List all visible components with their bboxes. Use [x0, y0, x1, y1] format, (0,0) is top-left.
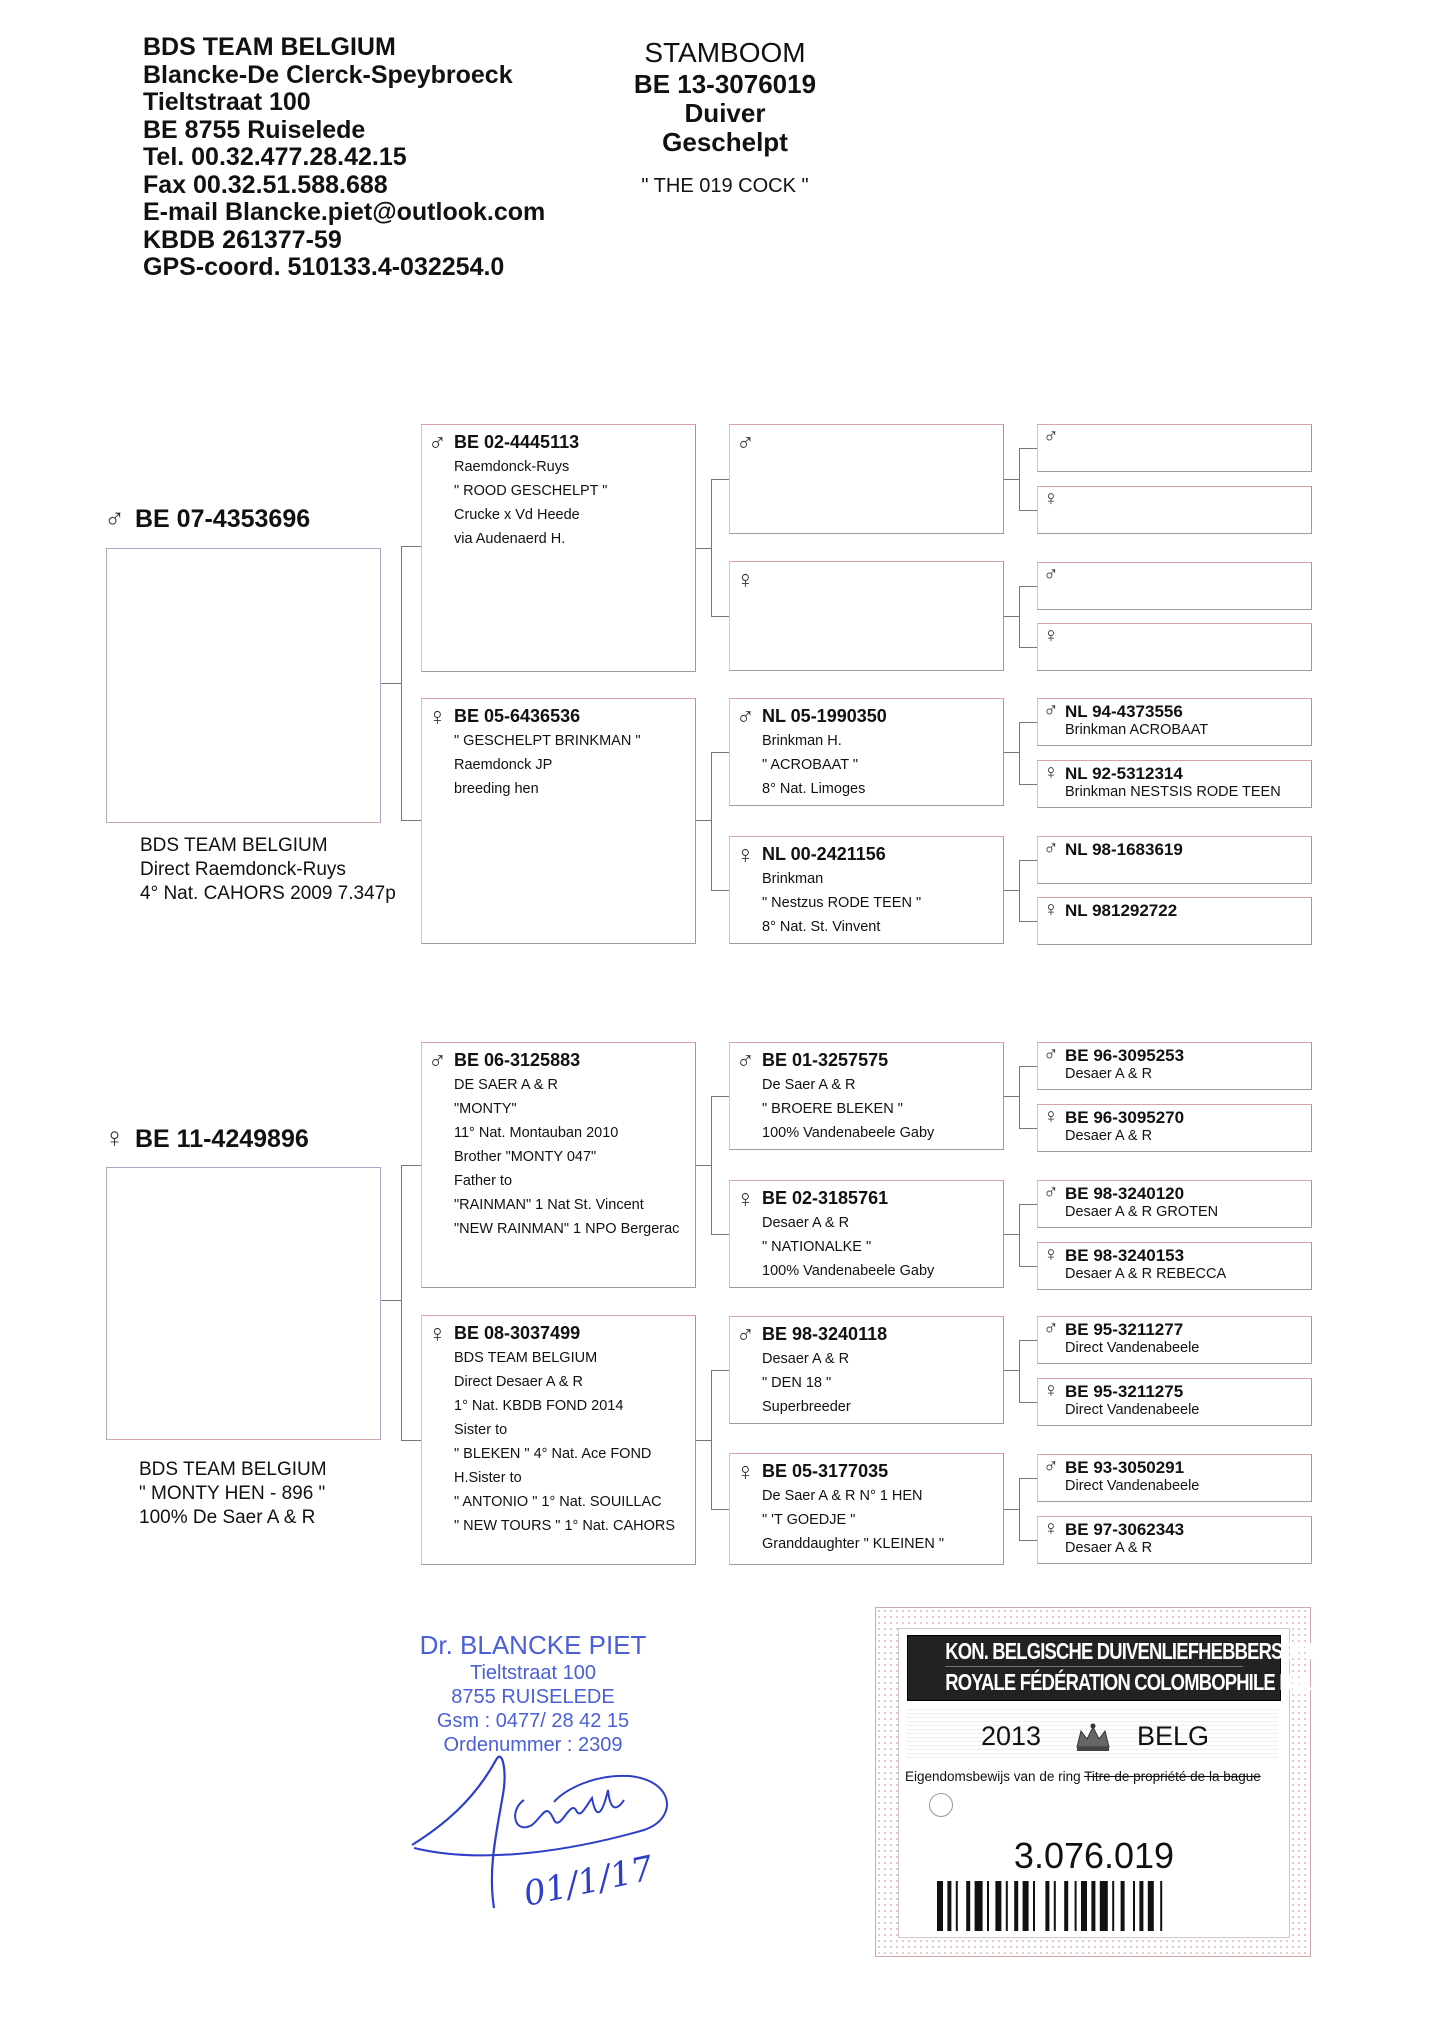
dam-info-line: 100% De Saer A & R — [139, 1507, 316, 1528]
barcode-bar — [1014, 1881, 1018, 1931]
owner-line: KBDB 261377-59 — [143, 225, 342, 254]
barcode-bar — [987, 1881, 989, 1931]
federation-name-fr: ROYALE FÉDÉRATION COLOMBOPHILE BELGE — [945, 1666, 1243, 1697]
connector — [1019, 647, 1037, 648]
pedigree-line: Brother "MONTY 047" — [454, 1149, 597, 1165]
barcode-bar — [1091, 1881, 1095, 1931]
connector — [401, 546, 421, 547]
female-symbol: ♀ — [736, 841, 755, 869]
male-symbol: ♂ — [104, 502, 125, 533]
subject-ring: BE 13-3076019 — [633, 69, 817, 99]
pedigree-line: Desaer A & R — [762, 1215, 850, 1231]
subject-nickname: " THE 019 COCK " — [641, 175, 809, 197]
pedigree-line: Raemdonck JP — [454, 757, 553, 773]
male-symbol: ♂ — [1043, 1317, 1059, 1340]
pedigree-box-sire-dam — [421, 698, 696, 944]
male-symbol: ♂ — [1043, 563, 1059, 586]
ring-number: BE 98-3240153 — [1065, 1246, 1185, 1265]
barcode-bar — [1121, 1881, 1125, 1931]
connector — [696, 548, 711, 549]
pedigree-line: " ACROBAAT " — [762, 757, 858, 773]
barcode-bar — [966, 1881, 970, 1931]
ring-number: BE 95-3211275 — [1065, 1382, 1184, 1401]
male-symbol: ♂ — [736, 429, 755, 457]
sire-photo-frame — [106, 548, 381, 823]
connector — [696, 1440, 711, 1441]
pedigree-line: Direct Vandenabeele — [1065, 1478, 1200, 1494]
female-symbol: ♀ — [428, 1320, 447, 1348]
barcode-bar — [1006, 1881, 1008, 1931]
male-symbol: ♂ — [1043, 1043, 1059, 1066]
connector — [696, 1165, 711, 1166]
pedigree-line: via Audenaerd H. — [454, 531, 566, 547]
pedigree-line: 100% Vandenabeele Gaby — [762, 1125, 935, 1141]
connector — [1019, 1066, 1020, 1128]
connector — [381, 1300, 401, 1301]
connector — [1004, 752, 1019, 753]
pedigree-line: " 'T GOEDJE " — [762, 1512, 856, 1528]
pedigree-header — [590, 36, 860, 198]
ring-number: BE 96-3095253 — [1065, 1046, 1185, 1065]
owner-name: BDS TEAM BELGIUM — [143, 33, 396, 61]
male-symbol: ♂ — [1043, 699, 1059, 722]
male-symbol: ♂ — [1043, 425, 1059, 448]
pedigree-box-empty — [729, 424, 1004, 534]
connector — [711, 479, 712, 616]
pedigree-box-gen4 — [1037, 1316, 1312, 1364]
ownership-statement — [905, 1769, 1261, 1784]
ownership-fr: Titre de propriété de la bague — [1084, 1769, 1261, 1784]
punch-hole — [929, 1793, 953, 1817]
connector — [1019, 1340, 1037, 1341]
connector — [401, 1440, 421, 1441]
connector — [1019, 860, 1037, 861]
connector — [1004, 479, 1019, 480]
connector — [1019, 1204, 1037, 1205]
female-symbol: ♀ — [1043, 624, 1059, 647]
pedigree-line: " ANTONIO " 1° Nat. SOUILLAC — [454, 1494, 662, 1510]
pedigree-line: Direct Vandenabeele — [1065, 1340, 1200, 1356]
ring-number: NL 92-5312314 — [1065, 764, 1183, 783]
connector — [1019, 1266, 1037, 1267]
connector — [381, 683, 401, 684]
barcode-bar — [1033, 1881, 1035, 1931]
veterinarian-stamp — [408, 1630, 658, 1757]
connector — [1004, 1370, 1019, 1371]
dam-info-line: BDS TEAM BELGIUM — [139, 1459, 327, 1480]
pedigree-line: 1° Nat. KBDB FOND 2014 — [454, 1398, 624, 1414]
barcode-bar — [1148, 1881, 1154, 1931]
signature-date: 01/1/17 — [520, 1848, 657, 1915]
sire-heading — [104, 502, 310, 534]
barcode-bar — [1023, 1881, 1029, 1931]
ring-ownership-card — [875, 1607, 1339, 1957]
female-symbol: ♀ — [736, 1185, 755, 1213]
pedigree-line: Brinkman ACROBAAT — [1065, 722, 1209, 738]
ring-year: 2013 — [981, 1721, 1042, 1751]
female-symbol: ♀ — [1043, 898, 1059, 921]
connector — [1019, 586, 1020, 647]
ring-number: BE 96-3095270 — [1065, 1108, 1185, 1127]
pedigree-line: " NATIONALKE " — [762, 1239, 872, 1255]
connector — [1019, 586, 1037, 587]
connector — [1004, 616, 1019, 617]
stamp-name: Dr. BLANCKE PIET — [419, 1630, 647, 1660]
stamp-line: Gsm : 0477/ 28 42 15 — [436, 1710, 630, 1732]
barcode-bar — [1112, 1881, 1114, 1931]
connector — [711, 479, 729, 480]
owner-line: Fax 00.32.51.588.688 — [143, 170, 388, 199]
pedigree-line: Sister to — [454, 1422, 508, 1438]
ring-number: BE 97-3062343 — [1065, 1520, 1185, 1539]
dam-ring: BE 11-4249896 — [135, 1125, 309, 1153]
connector — [1004, 1509, 1019, 1510]
ring-number: NL 981292722 — [1065, 901, 1178, 920]
connector — [711, 890, 729, 891]
connector — [401, 546, 402, 820]
male-symbol: ♂ — [1043, 1455, 1059, 1478]
pedigree-box-sire-sire — [729, 1042, 1004, 1150]
barcode-bar — [947, 1881, 951, 1931]
female-symbol: ♀ — [736, 1458, 755, 1486]
barcode-bar — [937, 1881, 943, 1931]
pedigree-line: Father to — [454, 1173, 513, 1189]
connector — [1004, 1096, 1019, 1097]
pedigree-box-gen4 — [1037, 836, 1312, 884]
pedigree-line: " DEN 18 " — [762, 1375, 832, 1391]
connector — [1019, 1340, 1020, 1402]
female-symbol: ♀ — [428, 703, 447, 731]
document-title: STAMBOOM — [644, 37, 806, 68]
barcode-bar — [1054, 1881, 1056, 1931]
owner-line: Blancke-De Clerck-Speybroeck — [143, 60, 513, 89]
subject-color: Geschelpt — [662, 127, 788, 157]
connector — [1019, 1066, 1037, 1067]
barcode-bar — [995, 1881, 1001, 1931]
pedigree-line: 11° Nat. Montauban 2010 — [454, 1125, 619, 1141]
stamp-line: Tieltstraat 100 — [470, 1662, 596, 1684]
male-symbol: ♂ — [428, 429, 447, 457]
male-symbol: ♂ — [1043, 1181, 1059, 1204]
pedigree-box-gen4 — [1037, 1516, 1312, 1564]
pedigree-box-gen4 — [1037, 1104, 1312, 1152]
connector — [1019, 1478, 1020, 1540]
connector — [1004, 1234, 1019, 1235]
sire-ring: BE 07-4353696 — [135, 505, 311, 533]
male-symbol: ♂ — [736, 1047, 755, 1075]
pedigree-line: "MONTY" — [454, 1101, 517, 1117]
connector — [1019, 1204, 1020, 1266]
pedigree-line: 100% Vandenabeele Gaby — [762, 1263, 935, 1279]
pedigree-box-dam-dam — [729, 836, 1004, 944]
ownership-nl: Eigendomsbewijs van de ring — [905, 1769, 1081, 1784]
pedigree-line: Granddaughter " KLEINEN " — [762, 1536, 944, 1552]
pedigree-box-gen4 — [1037, 1454, 1312, 1502]
sire-info-line: BDS TEAM BELGIUM — [140, 835, 328, 856]
stamp-line: Ordenummer : 2309 — [443, 1734, 623, 1756]
pedigree-box-dam-dam — [729, 1453, 1004, 1565]
pedigree-line: Brinkman NESTSIS RODE TEEN — [1065, 784, 1281, 800]
pedigree-line: H.Sister to — [454, 1470, 522, 1486]
sire-info-line: 4° Nat. CAHORS 2009 7.347p — [140, 883, 396, 904]
ring-number: NL 05-1990350 — [762, 706, 887, 726]
pedigree-line: Desaer A & R — [1065, 1128, 1153, 1144]
ring-number: BE 01-3257575 — [762, 1050, 889, 1070]
connector — [1019, 448, 1020, 510]
pedigree-box-gen4 — [1037, 562, 1312, 610]
pedigree-line: Superbreeder — [762, 1399, 851, 1415]
sire-info — [140, 834, 396, 906]
pedigree-box-gen4 — [1037, 1242, 1312, 1290]
connector — [401, 1165, 421, 1166]
connector — [711, 1234, 729, 1235]
sire-info-line: Direct Raemdonck-Ruys — [140, 859, 346, 880]
pedigree-box-sire-sire — [421, 424, 696, 672]
pedigree-line: Brinkman — [762, 871, 824, 887]
ring-number: BE 08-3037499 — [454, 1323, 581, 1343]
pedigree-box-gen4 — [1037, 424, 1312, 472]
ring-number: BE 06-3125883 — [454, 1050, 581, 1070]
barcode-bar — [1075, 1881, 1077, 1931]
female-symbol: ♀ — [1043, 1105, 1059, 1128]
pedigree-line: " BLEKEN " 4° Nat. Ace FOND — [454, 1446, 652, 1462]
pedigree-line: "NEW RAINMAN" 1 NPO Bergerac — [454, 1221, 680, 1237]
owner-address-block — [143, 34, 545, 282]
male-symbol: ♂ — [736, 703, 755, 731]
pedigree-line: De Saer A & R N° 1 HEN — [762, 1488, 923, 1504]
ring-number: BE 02-4445113 — [454, 432, 580, 452]
pedigree-line: Desaer A & R — [762, 1351, 850, 1367]
ring-number: NL 94-4373556 — [1065, 702, 1183, 721]
dam-info — [139, 1458, 327, 1530]
female-symbol: ♀ — [1043, 1243, 1059, 1266]
connector — [1019, 1128, 1037, 1129]
pedigree-box-gen4 — [1037, 623, 1312, 671]
barcode-bar — [1160, 1881, 1162, 1931]
female-symbol: ♀ — [1043, 761, 1059, 784]
connector — [711, 1509, 729, 1510]
ring-number: BE 98-3240118 — [762, 1324, 888, 1344]
barcode-bar — [1045, 1881, 1049, 1931]
pedigree-line: " BROERE BLEKEN " — [762, 1101, 903, 1117]
barcode-bar — [1133, 1881, 1135, 1931]
pedigree-line: "RAINMAN" 1 Nat St. Vincent — [454, 1197, 644, 1213]
female-symbol: ♀ — [1043, 1517, 1059, 1540]
pedigree-line: BDS TEAM BELGIUM — [454, 1350, 598, 1366]
pedigree-line: 8° Nat. St. Vinvent — [762, 919, 881, 935]
owner-line: Tieltstraat 100 — [143, 88, 311, 116]
connector — [1019, 921, 1037, 922]
ring-number: BE 05-6436536 — [454, 706, 581, 726]
dam-heading — [104, 1122, 309, 1154]
connector — [401, 820, 421, 821]
ring-country: BELG — [1137, 1721, 1210, 1751]
connector — [1019, 1540, 1037, 1541]
pedigree-box-dam-sire — [421, 1042, 696, 1288]
barcode-bar — [1081, 1881, 1087, 1931]
pedigree-box-gen4 — [1037, 486, 1312, 534]
barcode-bar — [956, 1881, 958, 1931]
dam-photo-frame — [106, 1167, 381, 1440]
pedigree-box-empty — [729, 561, 1004, 671]
ring-card-inner — [898, 1628, 1339, 1938]
connector — [1019, 510, 1037, 511]
ring-number: BE 05-3177035 — [762, 1461, 889, 1481]
pedigree-line: breeding hen — [454, 781, 539, 797]
subject-sex: Duiver — [684, 98, 766, 128]
pedigree-line: Crucke x Vd Heede — [454, 507, 580, 523]
connector — [1019, 1402, 1037, 1403]
connector — [1004, 890, 1019, 891]
connector — [1019, 784, 1037, 785]
connector — [711, 752, 712, 890]
connector — [696, 820, 711, 821]
pedigree-box-dam-sire — [729, 1316, 1004, 1424]
ring-number: BE 02-3185761 — [762, 1188, 889, 1208]
connector — [711, 616, 729, 617]
female-symbol: ♀ — [104, 1122, 125, 1153]
crown-icon — [1073, 1721, 1113, 1753]
owner-line: GPS-coord. 510133.4-032254.0 — [143, 253, 505, 281]
owner-line: E-mail Blancke.piet@outlook.com — [143, 198, 546, 226]
ring-number: BE 98-3240120 — [1065, 1184, 1185, 1203]
pedigree-line: De Saer A & R — [762, 1077, 856, 1093]
male-symbol: ♂ — [428, 1047, 447, 1075]
male-symbol: ♂ — [1043, 837, 1059, 860]
pedigree-line: " GESCHELPT BRINKMAN " — [454, 733, 641, 749]
pedigree-line: Desaer A & R REBECCA — [1065, 1266, 1227, 1282]
owner-line: BE 8755 Ruiselede — [143, 115, 366, 144]
ring-number: BE 93-3050291 — [1065, 1458, 1185, 1477]
barcode-bar — [1100, 1881, 1108, 1931]
pedigree-box-gen4 — [1037, 760, 1312, 808]
connector — [1019, 722, 1020, 784]
barcode-bar — [975, 1881, 983, 1931]
connector — [711, 752, 729, 753]
female-symbol: ♀ — [736, 566, 755, 594]
pedigree-box-gen4 — [1037, 897, 1312, 945]
pedigree-line: Desaer A & R — [1065, 1540, 1153, 1556]
connector — [401, 1165, 402, 1440]
ring-number-large: 3.076.019 — [1013, 1835, 1175, 1876]
federation-banner — [907, 1635, 1339, 1701]
connector — [711, 1370, 712, 1509]
pedigree-line: Direct Desaer A & R — [454, 1374, 583, 1390]
pedigree-box-dam-dam — [421, 1315, 696, 1565]
pedigree-line: Direct Vandenabeele — [1065, 1402, 1200, 1418]
pedigree-box-sire-dam — [729, 1180, 1004, 1288]
ring-number: BE 95-3211277 — [1065, 1320, 1184, 1339]
connector — [1019, 1478, 1037, 1479]
barcode-bar — [1064, 1881, 1068, 1931]
pedigree-line: Brinkman H. — [762, 733, 842, 749]
male-symbol: ♂ — [736, 1321, 755, 1349]
pedigree-line: Desaer A & R — [1065, 1066, 1153, 1082]
connector — [1019, 722, 1037, 723]
pedigree-box-dam-sire — [729, 698, 1004, 806]
owner-line: Tel. 00.32.477.28.42.15 — [143, 143, 407, 171]
pedigree-line: " Nestzus RODE TEEN " — [762, 895, 922, 911]
connector — [1019, 448, 1037, 449]
connector — [711, 1096, 712, 1234]
stamp-line: 8755 RUISELEDE — [451, 1686, 615, 1708]
pedigree-line: Desaer A & R GROTEN — [1065, 1204, 1219, 1220]
female-symbol: ♀ — [1043, 487, 1059, 510]
pedigree-box-gen4 — [1037, 698, 1312, 746]
connector — [711, 1096, 729, 1097]
female-symbol: ♀ — [1043, 1379, 1059, 1402]
federation-name-nl: KON. BELGISCHE DUIVENLIEFHEBBERSBOND — [945, 1638, 1334, 1664]
signature — [404, 1740, 694, 1915]
ring-number: NL 00-2421156 — [762, 844, 886, 864]
barcode-bar — [1139, 1881, 1143, 1931]
pedigree-line: 8° Nat. Limoges — [762, 781, 866, 797]
pedigree-line: " ROOD GESCHELPT " — [454, 483, 608, 499]
ring-number: NL 98-1683619 — [1065, 840, 1183, 859]
pedigree-line: Raemdonck-Ruys — [454, 459, 570, 475]
pedigree-line: DE SAER A & R — [454, 1077, 558, 1093]
pedigree-box-gen4 — [1037, 1180, 1312, 1228]
barcode — [937, 1881, 1251, 1931]
connector — [1019, 860, 1020, 921]
pedigree-box-gen4 — [1037, 1378, 1312, 1426]
connector — [711, 1370, 729, 1371]
dam-info-line: " MONTY HEN - 896 " — [139, 1483, 326, 1504]
pedigree-box-gen4 — [1037, 1042, 1312, 1090]
pedigree-line: " NEW TOURS " 1° Nat. CAHORS — [454, 1518, 676, 1534]
